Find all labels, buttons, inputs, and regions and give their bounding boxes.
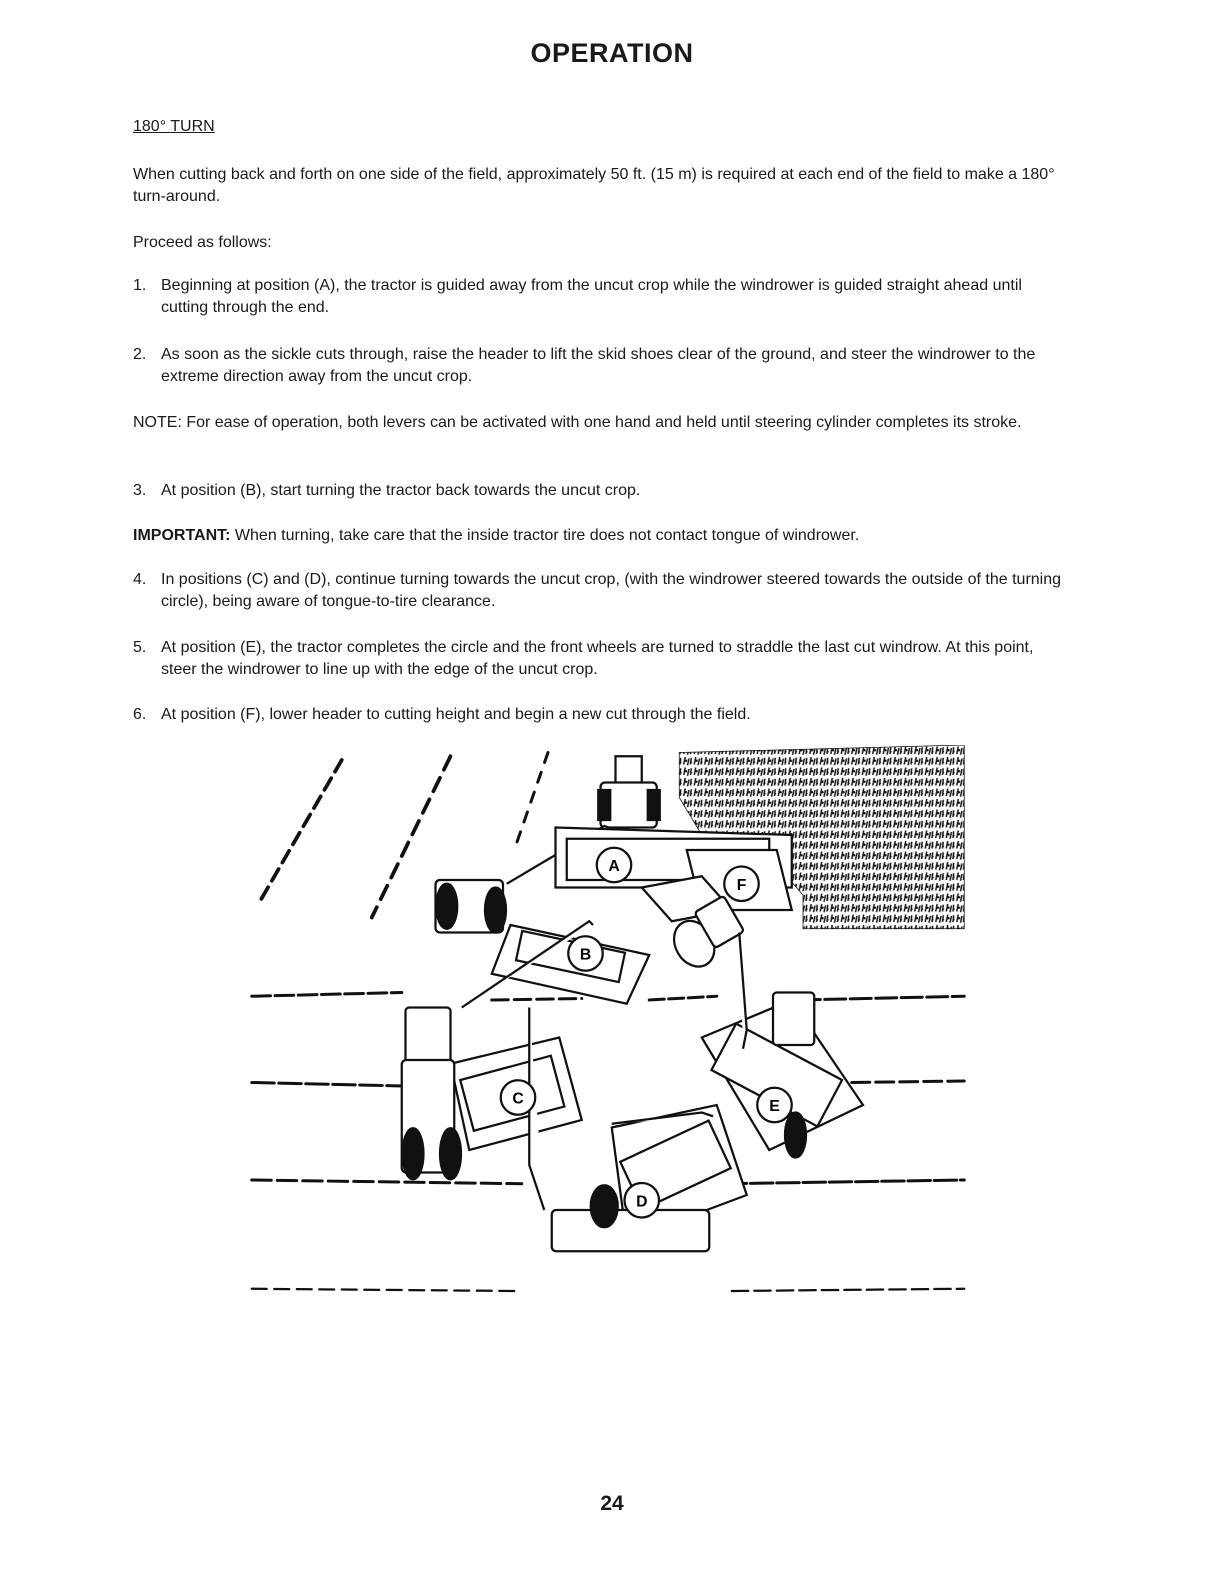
position-d-rig bbox=[552, 1105, 747, 1251]
step-number: 1. bbox=[133, 277, 147, 294]
position-label-e bbox=[757, 1088, 792, 1123]
step-text: As soon as the sickle cuts through, raise the header to lift the skid shoes clear of the ground, and steer the windrower to the extreme direction away from the uncut crop. bbox=[161, 346, 1036, 385]
important-label: IMPORTANT: bbox=[133, 527, 231, 544]
position-letter: B bbox=[579, 946, 592, 964]
step-text: Beginning at position (A), the tractor is guided away from the uncut crop while the windrower is guided straight ahead until cutting through the end. bbox=[161, 277, 1022, 316]
proceed-paragraph: Proceed as follows: bbox=[133, 234, 272, 251]
step-item bbox=[133, 704, 1073, 726]
step-number: 4. bbox=[133, 571, 147, 588]
step-number: 2. bbox=[133, 346, 147, 363]
step-number: 6. bbox=[133, 706, 147, 723]
position-e-rig bbox=[702, 933, 863, 1158]
position-letter: F bbox=[736, 876, 747, 894]
step-item bbox=[133, 637, 1073, 681]
position-letter: C bbox=[512, 1090, 524, 1108]
step-item bbox=[133, 275, 1073, 319]
position-letter: E bbox=[769, 1098, 780, 1115]
step-item bbox=[133, 480, 1073, 502]
step-item bbox=[133, 344, 1073, 388]
turn-diagram bbox=[133, 745, 1083, 1495]
position-letter: D bbox=[636, 1193, 648, 1211]
page-title: OPERATION bbox=[530, 38, 694, 68]
intro-paragraph: When cutting back and forth on one side of the field, approximately 50 ft. (15 m) is required at each end of the field to make a 180° turn-around. bbox=[133, 166, 1055, 205]
position-label-a bbox=[597, 848, 632, 883]
step-number: 5. bbox=[133, 639, 147, 656]
important-text: When turning, take care that the inside tractor tire does not contact tongue of windrower. bbox=[230, 527, 860, 544]
position-label-b bbox=[568, 936, 603, 971]
note-text: For ease of operation, both levers can be activated with one hand and held until steering cylinder completes its stroke. bbox=[181, 414, 1022, 431]
page-number: 24 bbox=[600, 1492, 624, 1515]
section-heading: 180° TURN bbox=[133, 118, 215, 135]
step-number: 3. bbox=[133, 482, 147, 499]
step-text: At position (E), the tractor completes the circle and the front wheels are turned to straddle the last cut windrow. At this point, steer the windrower to line up with the edge of the uncut crop. bbox=[161, 639, 1034, 678]
position-label-d bbox=[625, 1183, 660, 1218]
position-letter: A bbox=[608, 858, 620, 875]
step-text: At position (F), lower header to cutting height and begin a new cut through the field. bbox=[161, 706, 751, 723]
note-label: NOTE: bbox=[133, 414, 182, 431]
step-text: At position (B), start turning the tractor back towards the uncut crop. bbox=[161, 482, 641, 499]
step-item bbox=[133, 569, 1073, 613]
position-c-rig bbox=[402, 1008, 582, 1211]
position-label-c bbox=[501, 1080, 536, 1115]
important-paragraph bbox=[133, 525, 1073, 547]
position-label-f bbox=[724, 867, 759, 902]
step-text: In positions (C) and (D), continue turning towards the uncut crop, (with the windrower steered towards the outside of the turning circle), being aware of tongue-to-tire clearance. bbox=[161, 571, 1062, 610]
position-b-rig bbox=[436, 880, 650, 1008]
note-paragraph bbox=[133, 412, 1073, 434]
